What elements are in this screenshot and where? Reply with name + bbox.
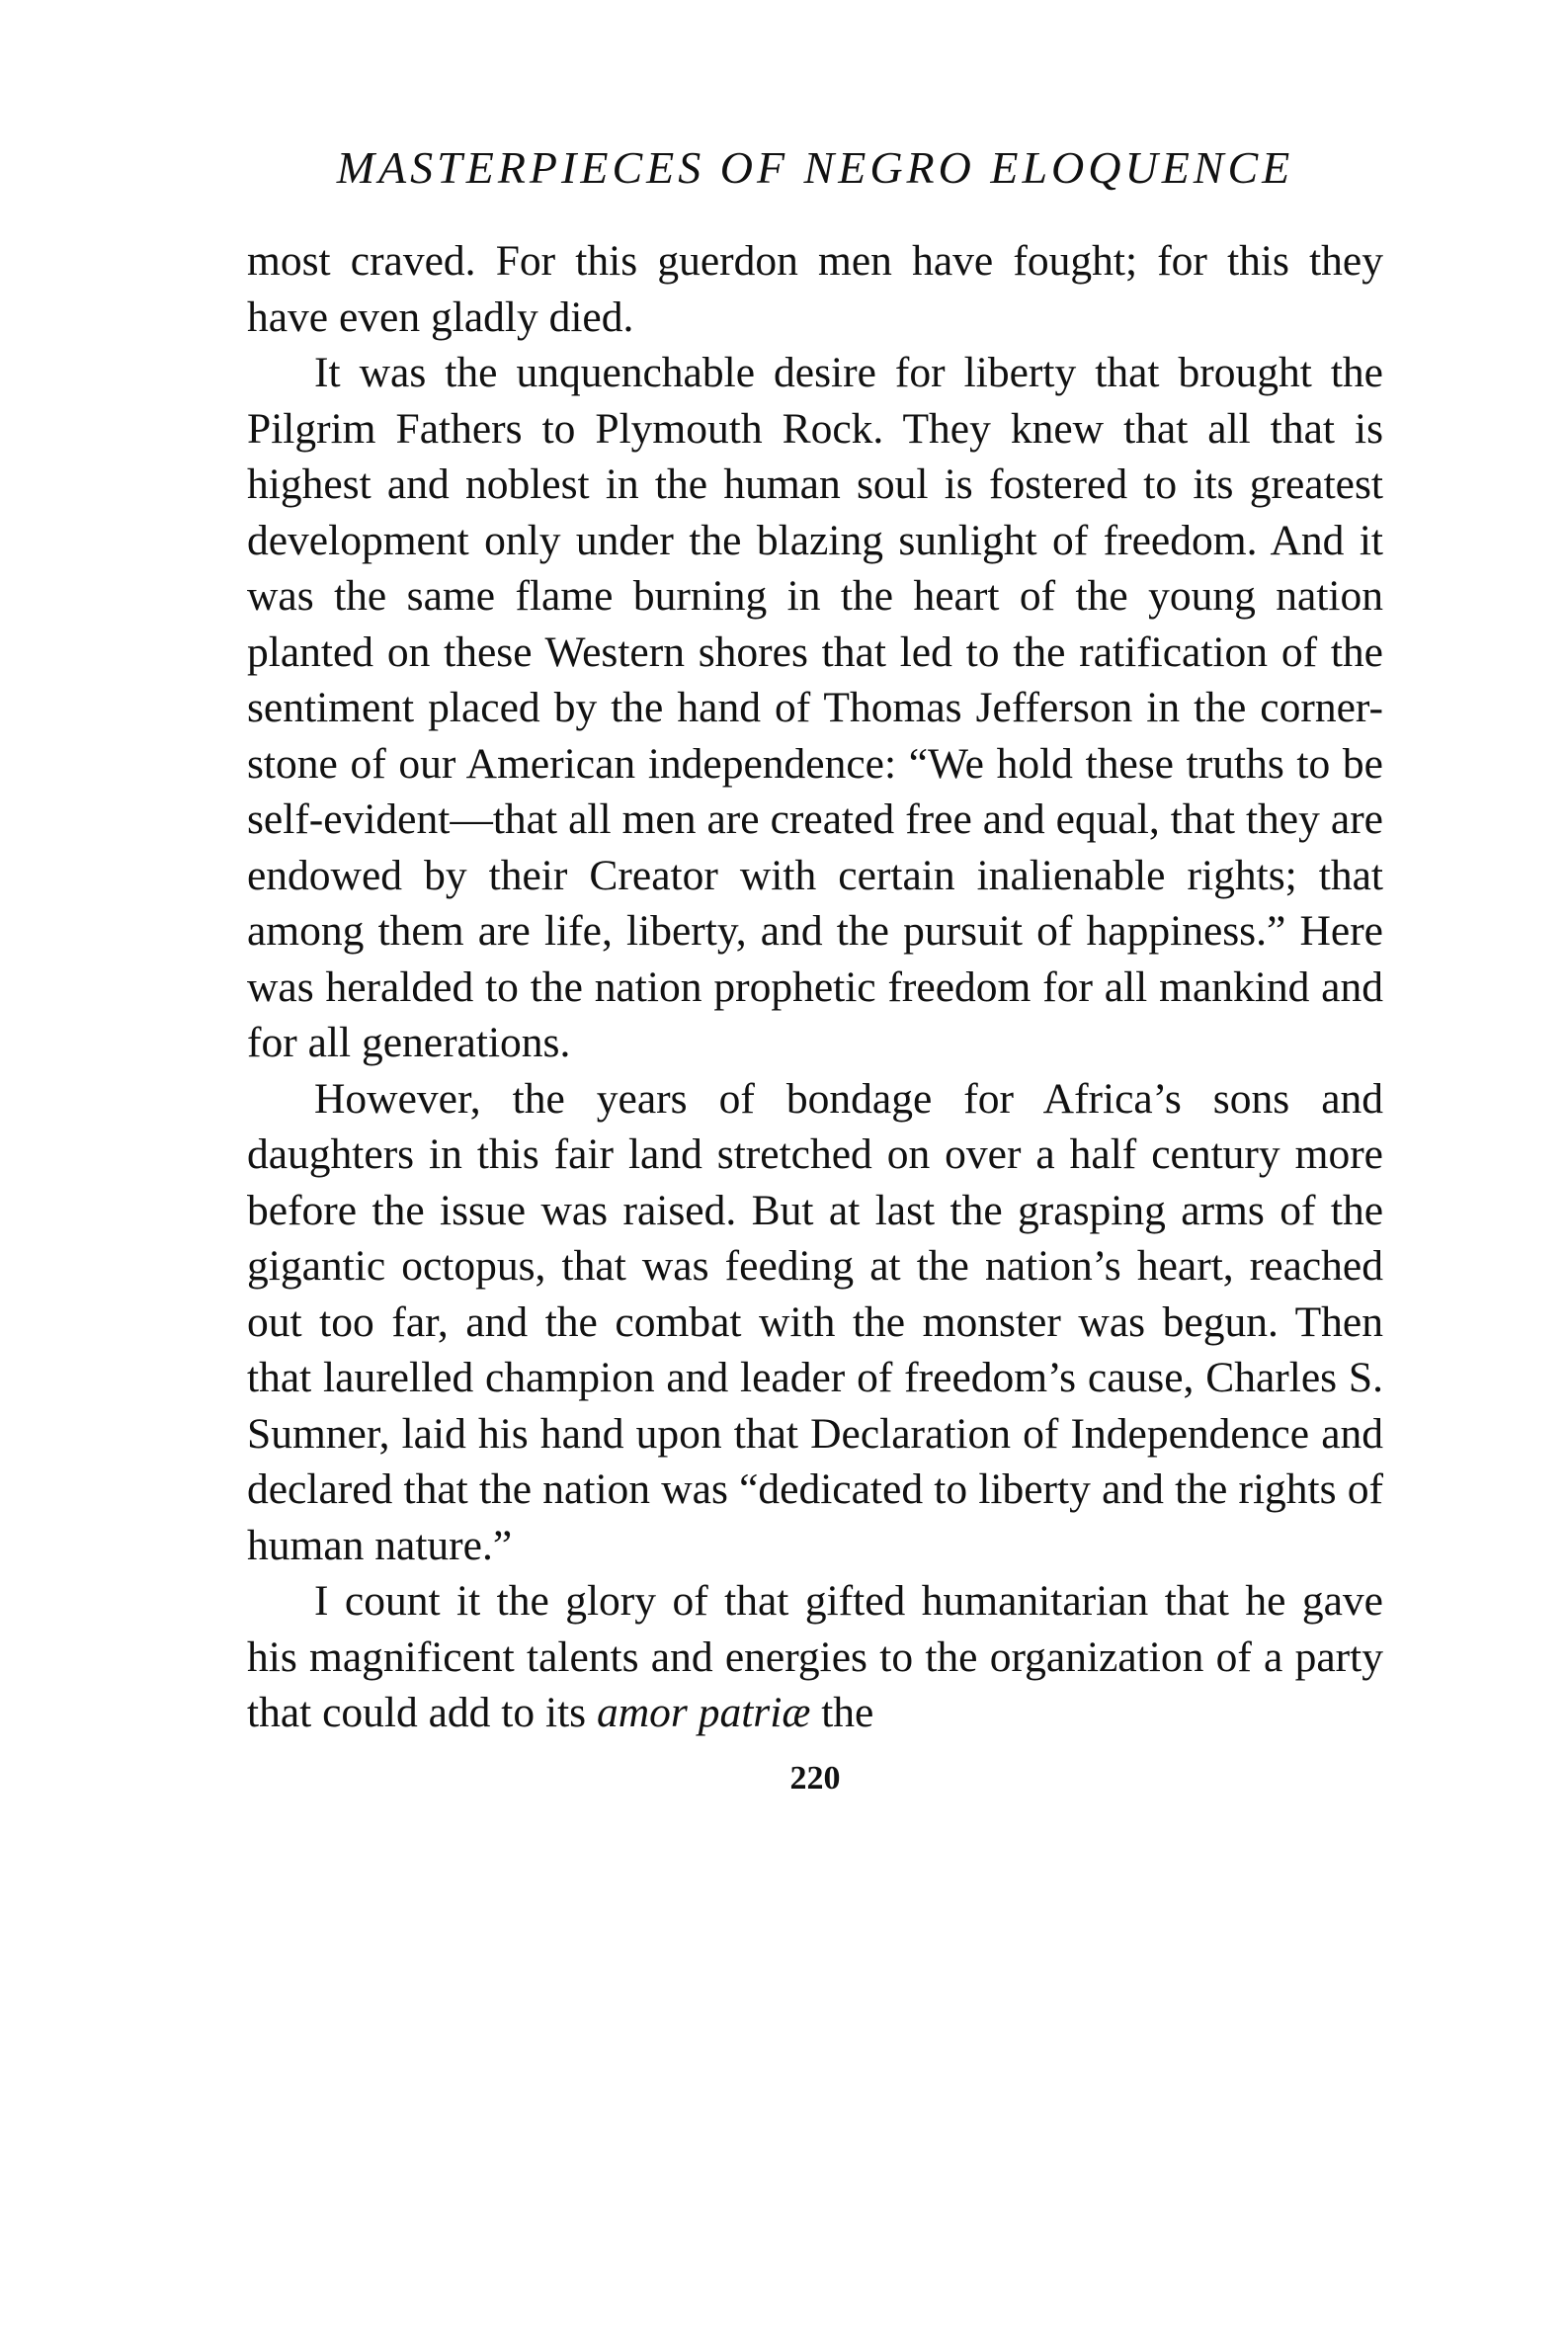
paragraph-glory-text: I count it the glory of that gifted humanitarian that he gave his magnificent talents and energies to the organization of a party that could add to its xyxy=(247,1577,1383,1736)
paragraph-continued: most craved. For this guerdon men have fought; for this they have even gladly died. xyxy=(247,237,1383,341)
page-number: 220 xyxy=(789,1760,841,1797)
paragraph-glory-tail: the xyxy=(810,1689,874,1736)
paragraph-bondage: However, the years of bondage for Africa’s sons and daughters in this fair land stretched on over a half century more before the issue was raised. But at last the grasping arms of the gigantic octopus, that was feeding at the nation’s heart, reached out too far, and the combat with the monster was begun. Then that laurelled champion and leader of freedom’s cause, Charles S. Sumner, laid his hand upon that Declaration of Independence and declared that the nation was “dedicated to liberty and the rights of human nature.” xyxy=(247,1074,1383,1569)
body-text xyxy=(247,233,1383,1741)
paragraph-glory xyxy=(247,1573,1383,1741)
latin-phrase: amor patriæ xyxy=(597,1689,811,1736)
paragraph-pilgrim-fathers: It was the unquenchable desire for liberty that brought the Pilgrim Fathers to Plymouth Rock. They knew that all that is highest and noblest in the human soul is fostered to its greatest development only under the blazing sunlight of freedom. And it was the same flame burning in the heart of the young nation planted on these Western shores that led to the ratification of the sentiment placed by the hand of Thomas Jefferson in the corner-stone of our American independence: “We hold these truths to be self-evident—that all men are created free and equal, that they are endowed by their Creator with certain inalienable rights; that among them are life, liberty, and the pursuit of happiness.” Here was heralded to the nation prophetic freedom for all mankind and for all generations. xyxy=(247,349,1383,1066)
running-head: MASTERPIECES OF NEGRO ELOQUENCE xyxy=(336,142,1294,193)
